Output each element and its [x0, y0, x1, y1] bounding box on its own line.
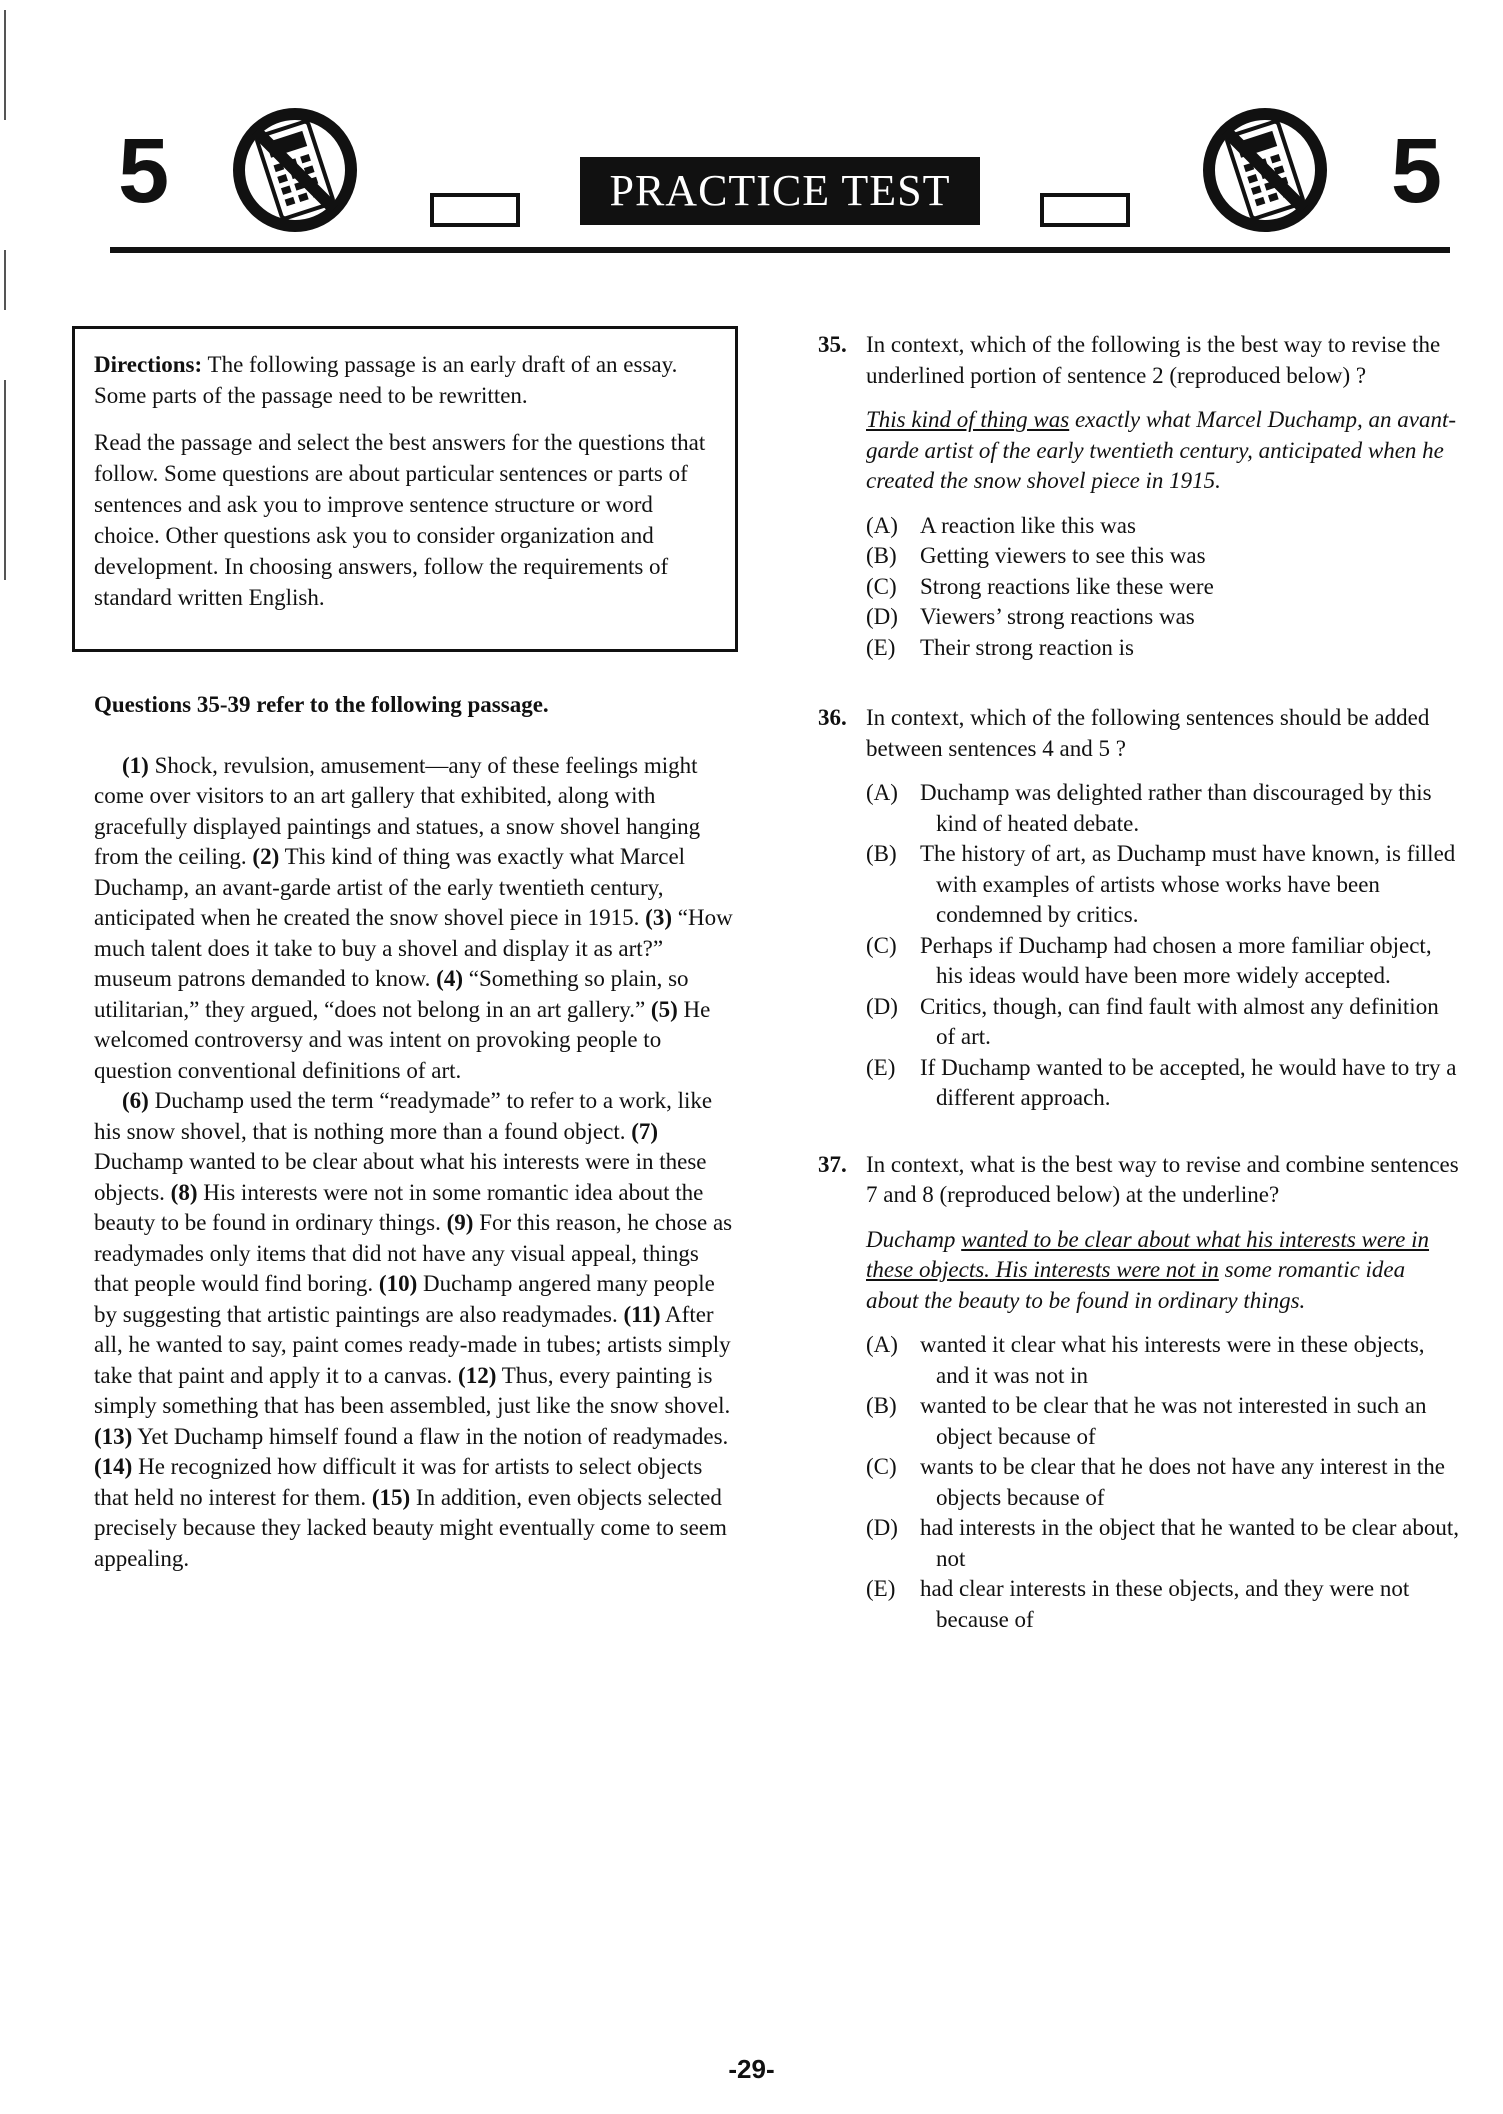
choice-letter: (C)	[866, 1454, 897, 1479]
passage-paragraph	[94, 751, 734, 1087]
passage-intro: Questions 35-39 refer to the following passage.	[94, 692, 549, 717]
choice-letter: (D)	[866, 993, 898, 1019]
answer-choice	[866, 1053, 1460, 1114]
choice-letter: (A)	[866, 512, 898, 538]
sentence-text: In addition, even objects selected precisely because they lacked beauty might eventually come to seem appealing.	[94, 1484, 727, 1571]
scan-edge-mark	[4, 380, 6, 580]
choice-text: Strong reactions like these were	[920, 573, 1214, 599]
sentence-text: Duchamp angered many people by suggesting that artistic paintings are also readymades.	[94, 1271, 715, 1327]
sentence-number: (5)	[650, 996, 678, 1022]
sentence-text: He recognized how difficult it was for artists to select objects that held no interest for them.	[94, 1454, 703, 1510]
excerpt-rest: exactly what Marcel Duchamp, an avant-garde artist of the early twentieth century, anticipated when he created the snow shovel piece in 1915.	[866, 407, 1457, 493]
choice-text: Viewers’ strong reactions was	[920, 604, 1195, 629]
sentence-number: (14)	[94, 1454, 133, 1479]
directions-paragraph: Read the passage and select the best answers for the questions that follow. Some questions are about particular sentences or parts of sentences and ask you to improve sentence structure or word choice. Other questions ask you to consider organization and development. In choosing answers, follow the requirements of standard written English.	[94, 430, 706, 610]
passage	[94, 751, 734, 1575]
directions-paragraph	[94, 349, 719, 411]
choice-letter: (E)	[866, 1576, 896, 1601]
page-number: -29-	[728, 2054, 775, 2084]
scan-edge-mark	[4, 10, 6, 120]
question-stem: In context, what is the best way to revise and combine sentences 7 and 8 (reproduced below) at the underline?	[866, 1151, 1459, 1207]
questions-column	[820, 330, 1460, 1663]
sentence-number: (1)	[122, 752, 149, 778]
practice-test-banner: PRACTICE TEST	[580, 157, 980, 225]
answer-choice	[866, 839, 1460, 931]
question-number: 36.	[818, 705, 847, 730]
choice-text: A reaction like this was	[920, 512, 1136, 538]
section-header	[110, 85, 1450, 255]
question	[820, 330, 1460, 663]
passage-paragraph	[94, 1086, 734, 1574]
question-excerpt	[866, 1225, 1460, 1317]
choice-text: If Duchamp wanted to be accepted, he would have to try a different approach.	[920, 1054, 1457, 1110]
choice-text: Perhaps if Duchamp had chosen a more familiar object, his ideas would have been more widely accepted.	[920, 932, 1432, 988]
no-calculator-icon	[1200, 105, 1330, 235]
answer-choice	[866, 1513, 1460, 1574]
section-number-right: 5	[1390, 120, 1442, 222]
answer-choice	[866, 1574, 1460, 1635]
answer-choice	[866, 992, 1460, 1053]
sentence-number: (9)	[446, 1210, 474, 1235]
passage-column	[94, 690, 734, 1574]
answer-choice	[866, 541, 1460, 572]
answer-choice	[866, 511, 1460, 542]
excerpt-underlined: wanted to be clear about what his interests were in these objects. His interests were not in	[866, 1226, 1430, 1282]
choice-letter: (E)	[866, 1054, 896, 1080]
header-divider	[110, 247, 1450, 253]
sentence-text: This kind of thing was exactly what Marcel Duchamp, an avant-garde artist of the early twentieth century, anticipated when he created the snow shovel piece in 1915.	[94, 844, 686, 930]
sentence-number: (3)	[645, 905, 672, 930]
sentence-text: For this reason, he chose as readymades only items that did not have any visual appeal, things that people would find boring.	[94, 1210, 733, 1296]
sentence-number: (4)	[436, 966, 463, 991]
answer-choices	[866, 511, 1460, 664]
excerpt-rest: some romantic idea about the beauty to be found in ordinary things.	[866, 1257, 1406, 1313]
section-number-left: 5	[118, 120, 170, 222]
choice-letter: (E)	[866, 634, 896, 660]
header-box-left	[430, 193, 520, 227]
sentence-number: (6)	[122, 1088, 149, 1113]
choice-letter: (B)	[866, 1393, 897, 1418]
sentence-text: After all, he wanted to say, paint comes ready-made in tubes; artists simply take that paint and apply it to a canvas.	[94, 1301, 731, 1388]
answer-choice	[866, 633, 1460, 664]
sentence-number: (7)	[631, 1118, 659, 1144]
question	[820, 703, 1460, 1114]
choice-text: Critics, though, can find fault with almost any definition of art.	[920, 993, 1439, 1049]
sentence-text: “How much talent does it take to buy a shovel and display it as art?” museum patrons demanded to know.	[94, 905, 733, 991]
answer-choice	[866, 778, 1460, 839]
answer-choices	[866, 1330, 1460, 1635]
sentence-number: (15)	[371, 1484, 411, 1510]
scan-edge-mark	[4, 250, 6, 310]
directions-box	[72, 326, 738, 652]
sentence-number: (12)	[458, 1362, 497, 1388]
choice-text: wanted to be clear that he was not interested in such an object because of	[920, 1393, 1427, 1449]
answer-choice	[866, 572, 1460, 603]
sentence-number: (11)	[623, 1301, 661, 1327]
choice-text: The history of art, as Duchamp must have known, is filled with examples of artists whose works have been condemned by critics.	[920, 841, 1456, 927]
choice-letter: (D)	[866, 604, 898, 629]
sentence-number: (8)	[170, 1179, 198, 1205]
sentence-text: Duchamp wanted to be clear about what his interests were in these objects.	[94, 1149, 707, 1205]
question	[820, 1150, 1460, 1636]
choice-letter: (B)	[866, 841, 897, 866]
question-stem: In context, which of the following is the best way to revise the underlined portion of sentence 2 (reproduced below) ?	[866, 332, 1441, 388]
answer-choice	[866, 1330, 1460, 1391]
question-stem: In context, which of the following sentences should be added between sentences 4 and 5 ?	[866, 705, 1430, 761]
question-number: 35.	[818, 332, 847, 357]
sentence-number: (13)	[94, 1423, 133, 1449]
choice-text: Getting viewers to see this was	[920, 543, 1206, 568]
choice-letter: (A)	[866, 1332, 898, 1357]
answer-choice	[866, 1452, 1460, 1513]
choice-text: Their strong reaction is	[920, 634, 1134, 660]
answer-choice	[866, 1391, 1460, 1452]
answer-choices	[866, 778, 1460, 1114]
no-calculator-icon	[230, 105, 360, 235]
question-excerpt	[866, 405, 1460, 497]
choice-text: Duchamp was delighted rather than discouraged by this kind of heated debate.	[920, 780, 1432, 836]
sentence-number: (2)	[252, 844, 280, 869]
sentence-text: Thus, every painting is simply something that has been assembled, just like the snow shovel.	[94, 1362, 731, 1418]
choice-text: had interests in the object that he wanted to be clear about, not	[920, 1515, 1460, 1571]
sentence-text: Duchamp used the term “readymade” to refer to a work, like his snow shovel, that is nothing more than a found object.	[94, 1088, 713, 1144]
answer-choice	[866, 602, 1460, 633]
header-box-right	[1040, 193, 1130, 227]
answer-choice	[866, 931, 1460, 992]
choice-letter: (C)	[866, 932, 897, 958]
choice-text: wants to be clear that he does not have any interest in the objects because of	[920, 1454, 1445, 1510]
choice-letter: (B)	[866, 543, 897, 568]
sentence-text: His interests were not in some romantic idea about the beauty to be found in ordinary things.	[94, 1179, 704, 1235]
sentence-number: (10)	[378, 1271, 418, 1296]
excerpt-prefix: Duchamp	[866, 1226, 962, 1252]
sentence-text: “Something so plain, so utilitarian,” they argued, “does not belong in an art gallery.”	[94, 966, 689, 1022]
sentence-text: He welcomed controversy and was intent on provoking people to question conventional definitions of art.	[94, 996, 711, 1083]
choice-text: wanted it clear what his interests were in these objects, and it was not in	[920, 1332, 1425, 1388]
sentence-text: Shock, revulsion, amusement—any of these feelings might come over visitors to an art gallery that exhibited, along with gracefully displayed paintings and statues, a snow shovel hanging from the ceiling.	[94, 752, 701, 869]
choice-letter: (A)	[866, 780, 898, 805]
directions-text: The following passage is an early draft of an essay. Some parts of the passage need to be rewritten.	[94, 352, 678, 408]
choice-letter: (D)	[866, 1515, 898, 1540]
question-number: 37.	[818, 1151, 847, 1177]
excerpt-underlined: This kind of thing was	[866, 407, 1070, 432]
sentence-text: Yet Duchamp himself found a flaw in the notion of readymades.	[132, 1423, 729, 1449]
choice-letter: (C)	[866, 573, 897, 599]
directions-label: Directions:	[94, 352, 203, 377]
choice-text: had clear interests in these objects, and they were not because of	[920, 1576, 1410, 1632]
